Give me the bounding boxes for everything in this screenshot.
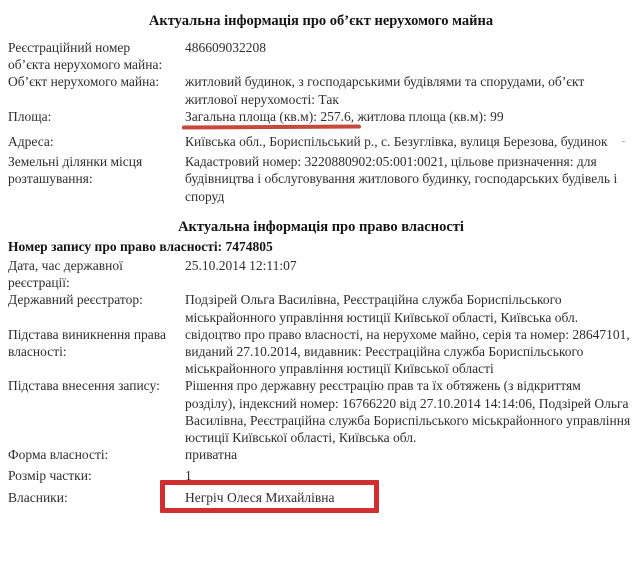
field-label: Розмір частки: (8, 468, 92, 484)
field-value: Рішення про державну реєстрацію прав та їх обтяжень (з відкриттям розділу), індексний номер: 16766220 від 27.10.2014 14:14:06, Подзірей Ольга Василівна, Реєстраційна служба Бориспільського міськрайонного управління юстиції Київської області, Київська обл. (185, 378, 631, 446)
field-label: Дата, час державної реєстрації: (8, 258, 123, 291)
field-label: Реєстраційний номер об’єкта нерухомого майна: (8, 40, 163, 73)
field-label: Підстава виникнення права власності: (8, 326, 166, 360)
field-row-ownership-form (8, 446, 634, 463)
field-value (185, 133, 634, 150)
field-label: Підстава внесення запису: (8, 378, 160, 394)
field-value (185, 108, 634, 125)
section-title-object: Актуальна інформація про об’єкт нерухомого майна (148, 13, 494, 29)
area-total-text: Загальна площа (кв.м): 257.6, (185, 108, 355, 124)
field-row-share-size (8, 467, 634, 484)
field-label: Площа: (8, 108, 52, 124)
field-value: 1 (185, 468, 192, 484)
field-value: житловий будинок, з господарськими будівлями та спорудами, об’єкт житлової нерухомості: Так (185, 74, 585, 107)
field-row-record-basis (8, 377, 634, 446)
ownership-record-number: Номер запису про право власності: 7474805 (8, 238, 273, 254)
field-label: Форма власності: (8, 447, 109, 463)
redaction-mark: - (621, 135, 626, 148)
field-label: Державний реєстратор: (8, 292, 143, 308)
field-row-registration-number (8, 39, 634, 73)
field-label: Земельні ділянки місця розташування: (8, 154, 143, 187)
field-row-owners (8, 489, 634, 506)
field-row-ownership-basis (8, 326, 634, 378)
field-label: Власники: (8, 489, 68, 505)
section-title-ownership: Актуальна інформація про право власності (178, 218, 464, 235)
field-value: 486609032208 (185, 40, 266, 55)
field-row-land-parcels (8, 153, 634, 205)
field-row-area (8, 108, 634, 125)
field-row-object-type (8, 73, 634, 107)
field-row-state-registrar (8, 291, 634, 325)
field-row-registration-datetime (8, 257, 634, 291)
field-label: Адреса: (8, 134, 54, 150)
area-total-highlighted (185, 108, 354, 125)
red-underline-annotation (182, 124, 361, 129)
field-row-address (8, 133, 634, 150)
area-living-text: житлова площа (кв.м): 99 (354, 108, 504, 124)
address-text: Київська обл., Бориспільський р., с. Безуглівка, вулиця Березова, будинок (185, 134, 608, 150)
field-label: Об’єкт нерухомого майна: (8, 74, 160, 90)
field-value (185, 489, 634, 506)
field-value: 25.10.2014 12:11:07 (185, 258, 297, 274)
field-value: приватна (185, 447, 238, 463)
field-value: Подзірей Ольга Василівна, Реєстраційна служба Бориспільського міськрайонного управління юстиції Київської області, Київська обл. (185, 292, 579, 325)
field-value: Кадастровий номер: 3220880902:05:001:0021, цільове призначення: для будівництва і обслуговування житлового будинку, господарських будівель і споруд (185, 154, 618, 204)
owner-name-text: Негріч Олеся Михайлівна (185, 489, 335, 505)
field-value: свідоцтво про право власності, на нерухоме майно, серія та номер: 28647101, виданий 27.10.2014, видавник: Реєстраційна служба Бориспільського міськрайонного управління юстиції Київської області (185, 326, 630, 377)
